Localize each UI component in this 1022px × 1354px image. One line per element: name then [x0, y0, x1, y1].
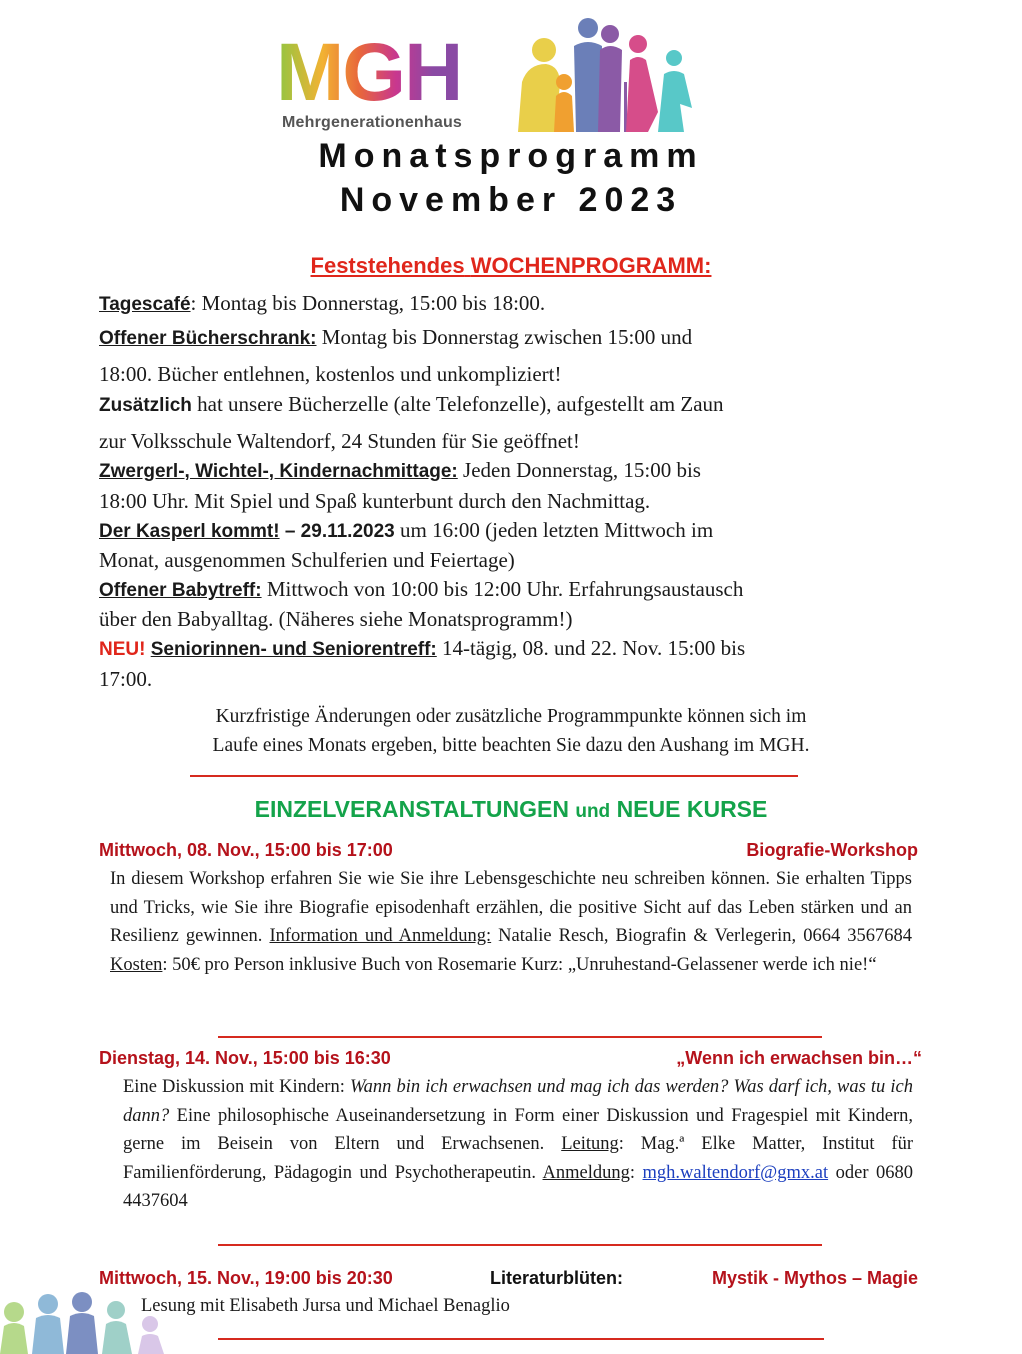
weekly-heading-part2: WOCHENPROGRAMM:	[470, 253, 712, 278]
baby-line-2: über den Babyalltag. (Näheres siehe Monatsprogramm!)	[99, 607, 573, 631]
divider-2	[218, 1036, 822, 1038]
event-1-cost-text: : 50€ pro Person inklusive Buch von Rosemarie Kurz: „Unruhestand-Gelassener werde ich nie!“	[162, 954, 877, 975]
event-1-text: In diesem Workshop erfahren Sie wie Sie ihre Lebensgeschichte neu schreiben können. Sie erhalten Tipps und Tricks, wie Sie ihre Biografie episodenhaft erzählen, die positive Sicht auf das Leben stärken und an Resilienz gewinnen.	[110, 869, 912, 946]
event-3-text: Lesung mit Elisabeth Jursa und Michael Benaglio	[141, 1296, 510, 1316]
tagescafe-line	[99, 290, 545, 318]
title-line-1: Monatsprogramm	[318, 137, 704, 175]
weekly-heading	[0, 253, 1022, 279]
kids-text-1: Jeden Donnerstag, 15:00 bis	[457, 458, 701, 482]
kids-label: Zwergerl-, Wichtel-, Kindernachmittage:	[99, 461, 458, 482]
books-line-2: 18:00. Bücher entlehnen, kostenlos und unkompliziert!	[99, 362, 562, 386]
event-1-date: Mittwoch, 08. Nov., 15:00 bis 17:00	[99, 840, 393, 860]
event-2-intro: Eine Diskussion mit Kindern:	[123, 1077, 350, 1097]
event-2-reg-label: Anmeldung	[542, 1162, 630, 1183]
kasperl-date: – 29.11.2023	[279, 521, 395, 542]
event-2-italic: Wann bin ich erwachsen und mag ich das werden? Was darf ich, was tu ich dann?	[123, 1077, 913, 1126]
title-line-2: November 2023	[339, 181, 683, 219]
books-line-1	[99, 324, 692, 352]
event-2-body	[123, 1073, 913, 1216]
logo-subtitle: Mehrgenerationenhaus	[282, 114, 463, 131]
extra-line-1	[99, 391, 724, 419]
baby-label: Offener Babytreff:	[99, 580, 262, 601]
kasperl-label: Der Kasperl kommt!	[99, 521, 280, 542]
senior-new-badge: NEU!	[99, 639, 146, 660]
kids-line-1	[99, 457, 701, 485]
books-text-1: Montag bis Donnerstag zwischen 15:00 und	[316, 325, 693, 349]
books-label: Offener Bücherschrank:	[99, 328, 317, 349]
event-3-date: Mittwoch, 15. Nov., 19:00 bis 20:30	[99, 1268, 393, 1288]
tagescafe-text: : Montag bis Donnerstag, 15:00 bis 18:00.	[190, 291, 546, 315]
divider-4	[218, 1338, 824, 1340]
extra-label: Zusätzlich	[99, 395, 192, 416]
kasperl-text-1: um 16:00 (jeden letzten Mittwoch im	[394, 518, 714, 542]
event-2-reg-sep: :	[629, 1162, 643, 1183]
mgh-logo	[276, 12, 696, 134]
senior-text-1: 14-tägig, 08. und 22. Nov. 15:00 bis	[436, 636, 746, 660]
event-1-cost-label: Kosten	[110, 954, 163, 975]
event-3-title: Mystik - Mythos – Magie	[711, 1268, 918, 1288]
kasperl-line-2: Monat, ausgenommen Schulferien und Feiertage)	[99, 548, 515, 572]
senior-line-1	[99, 635, 745, 663]
divider-1	[190, 775, 798, 777]
event-2-email-link[interactable]: mgh.waltendorf@gmx.at	[642, 1162, 829, 1183]
senior-label: Seniorinnen- und Seniorentreff:	[150, 639, 437, 660]
senior-line-2: 17:00.	[99, 667, 153, 691]
notice-line-1: Kurzfristige Änderungen oder zusätzliche Programmpunkte können sich im	[215, 706, 807, 727]
tagescafe-label: Tagescafé	[99, 294, 191, 315]
event-1-info-text: Natalie Resch, Biografin & Verlegerin, 0664 3567684	[491, 926, 913, 946]
events-heading-part2: und	[575, 801, 611, 822]
events-heading-part1: EINZELVERANSTALTUNGEN	[254, 796, 569, 822]
baby-text-1: Mittwoch von 10:00 bis 12:00 Uhr. Erfahrungsaustausch	[261, 577, 744, 601]
event-1-info-label: Information und Anmeldung:	[269, 926, 492, 946]
event-2-phone: oder 0680 4437604	[123, 1162, 913, 1211]
notice-line-2: Laufe eines Monats ergeben, bitte beachten Sie dazu den Aushang im MGH.	[212, 735, 810, 756]
divider-3	[218, 1244, 822, 1246]
kasperl-line-1	[99, 517, 713, 545]
extra-line-2: zur Volksschule Waltendorf, 24 Stunden für Sie geöffnet!	[99, 429, 580, 453]
extra-text-1: hat unsere Bücherzelle (alte Telefonzelle), aufgestellt am Zaun	[191, 392, 724, 416]
people-decoration-icon	[0, 1290, 170, 1354]
event-2-lead-label: Leitung	[561, 1134, 619, 1154]
event-2-lead-text: : Mag.ª Elke Matter, Institut für Familienförderung, Pädagogin und Psychotherapeutin.	[123, 1134, 914, 1183]
events-heading	[0, 796, 1022, 823]
event-2-text: Eine philosophische Auseinandersetzung in Form einer Diskussion und Fragespiel mit Kindern, gerne im Beisein von Eltern und Erwachsenen.	[123, 1105, 913, 1154]
people-silhouettes-icon	[498, 12, 698, 134]
event-2-title: „Wenn ich erwachsen bin…“	[676, 1048, 922, 1068]
event-1-title: Biografie-Workshop	[746, 840, 918, 860]
logo-letters: MGH	[276, 27, 462, 118]
kids-line-2: 18:00 Uhr. Mit Spiel und Spaß kunterbunt durch den Nachmittag.	[99, 489, 651, 513]
events-heading-part3: NEUE KURSE	[616, 796, 768, 822]
weekly-heading-part1: Feststehendes	[310, 253, 465, 278]
event-2-date: Dienstag, 14. Nov., 15:00 bis 16:30	[99, 1048, 391, 1068]
event-1-body	[110, 865, 912, 979]
baby-line-1	[99, 576, 743, 604]
event-3-category: Literaturblüten:	[490, 1268, 623, 1288]
